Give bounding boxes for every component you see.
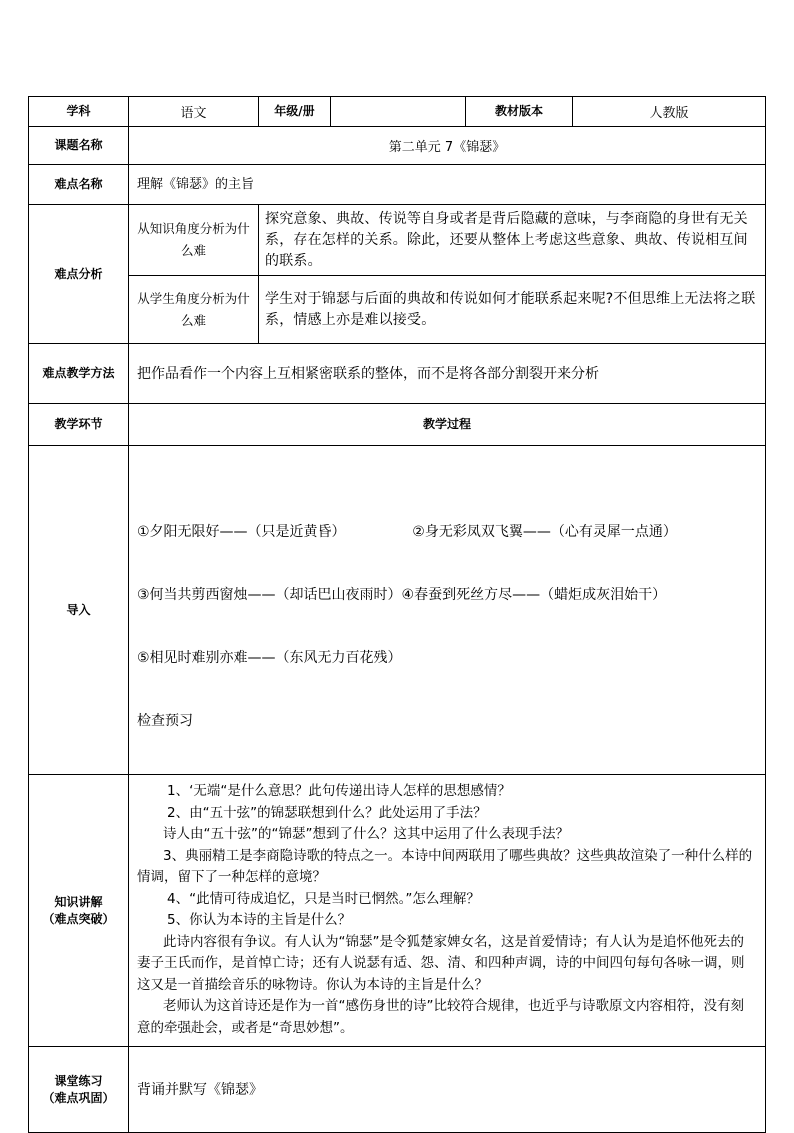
lesson-row: [29, 127, 766, 165]
intro-line: ⑤相见时难别亦难——（东风无力百花残）: [137, 650, 402, 666]
intro-line: 检查预习: [137, 713, 193, 729]
practice-value: 背诵并默写《锦瑟》: [129, 1047, 766, 1133]
discussion-paragraph: 此诗内容很有争议。有人认为“锦瑟”是令狐楚家婢女名，这是首爱情诗；有人认为是追怀他死去的妻子王氏而作，是首悼亡诗；还有人说瑟有适、怨、清、和四种声调，诗的中间四句每句各咏一调，则这又是一首描绘音乐的咏物诗。你认为本诗的主旨是什么？: [137, 933, 745, 993]
lesson-value: 第二单元 7《锦瑟》: [129, 127, 766, 165]
intro-content: [129, 446, 766, 775]
method-row: [29, 344, 766, 404]
question-1: 1、‘无端“是什么意思？此句传递出诗人怎样的思想感情？: [167, 783, 511, 799]
question-2b: 诗人由“五十弦”的“锦瑟”想到了什么？这其中运用了什么表现手法？: [163, 826, 569, 842]
grade-label: 年级/册: [259, 97, 331, 127]
student-angle-label: 从学生角度分析为什么难: [129, 276, 259, 344]
subject-value: 语文: [129, 97, 259, 127]
stage-label: 教学环节: [29, 404, 129, 446]
question-3: 3、典丽精工是李商隐诗歌的特点之一。本诗中间两联用了哪些典故？这些典故渲染了一种什么样的情调，留下了一种怎样的意境？: [137, 847, 753, 885]
intro-label: 导入: [29, 446, 129, 775]
practice-sublabel: （难点巩固）: [42, 1090, 115, 1105]
method-label: 难点教学方法: [29, 344, 129, 404]
intro-line: ①夕阳无限好——（只是近黄昏） ②身无彩凤双飞翼——（心有灵犀一点通）: [137, 524, 677, 540]
method-value: 把作品看作一个内容上互相紧密联系的整体，而不是将各部分割裂开来分析: [129, 344, 766, 404]
knowledge-label-cell: [29, 775, 129, 1047]
practice-row: [29, 1047, 766, 1133]
header-row: [29, 97, 766, 127]
practice-label-cell: [29, 1047, 129, 1133]
conclusion-paragraph: 老师认为这首诗还是作为一首“感伤身世的诗”比较符合规律，也近乎与诗歌原文内容相符，没有刻意的牵强赴会，或者是“奇思妙想”。: [137, 998, 744, 1036]
knowledge-angle-label: 从知识角度分析为什么难: [129, 205, 259, 276]
intro-line: ③何当共剪西窗烛——（却话巴山夜雨时）④春蚕到死丝方尽——（蜡炬成灰泪始干）: [137, 587, 667, 603]
process-label: 教学过程: [129, 404, 766, 446]
student-angle-text: 学生对于锦瑟与后面的典故和传说如何才能联系起来呢?不但思维上无法将之联系，情感上亦是难以接受。: [259, 276, 766, 344]
knowledge-angle-text: 探究意象、典故、传说等自身或者是背后隐藏的意味，与李商隐的身世有无关系，存在怎样的关系。除此，还要从整体上考虑这些意象、典故、传说相互间的联系。: [259, 205, 766, 276]
knowledge-content: [129, 775, 766, 1047]
subject-label: 学科: [29, 97, 129, 127]
difficulty-row: [29, 165, 766, 205]
knowledge-sublabel: （难点突破）: [42, 911, 115, 926]
knowledge-row: [29, 775, 766, 1047]
analysis-row-knowledge: [29, 205, 766, 276]
process-header-row: [29, 404, 766, 446]
analysis-row-student: [29, 276, 766, 344]
difficulty-label: 难点名称: [29, 165, 129, 205]
grade-value: [331, 97, 466, 127]
question-5: 5、你认为本诗的主旨是什么？: [167, 912, 352, 928]
question-2: 2、由“五十弦”的锦瑟联想到什么？此处运用了手法？: [167, 804, 487, 821]
intro-row: [29, 446, 766, 775]
edition-value: 人教版: [573, 97, 766, 127]
knowledge-label: 知识讲解: [54, 894, 103, 909]
lesson-label: 课题名称: [29, 127, 129, 165]
difficulty-value: 理解《锦瑟》的主旨: [129, 165, 766, 205]
lesson-plan-table: [28, 96, 765, 1133]
analysis-label: 难点分析: [29, 205, 129, 344]
practice-label: 课堂练习: [54, 1073, 103, 1088]
edition-label: 教材版本: [466, 97, 573, 127]
question-4: 4、“此情可待成追忆，只是当时已惘然。”怎么理解？: [167, 890, 480, 907]
